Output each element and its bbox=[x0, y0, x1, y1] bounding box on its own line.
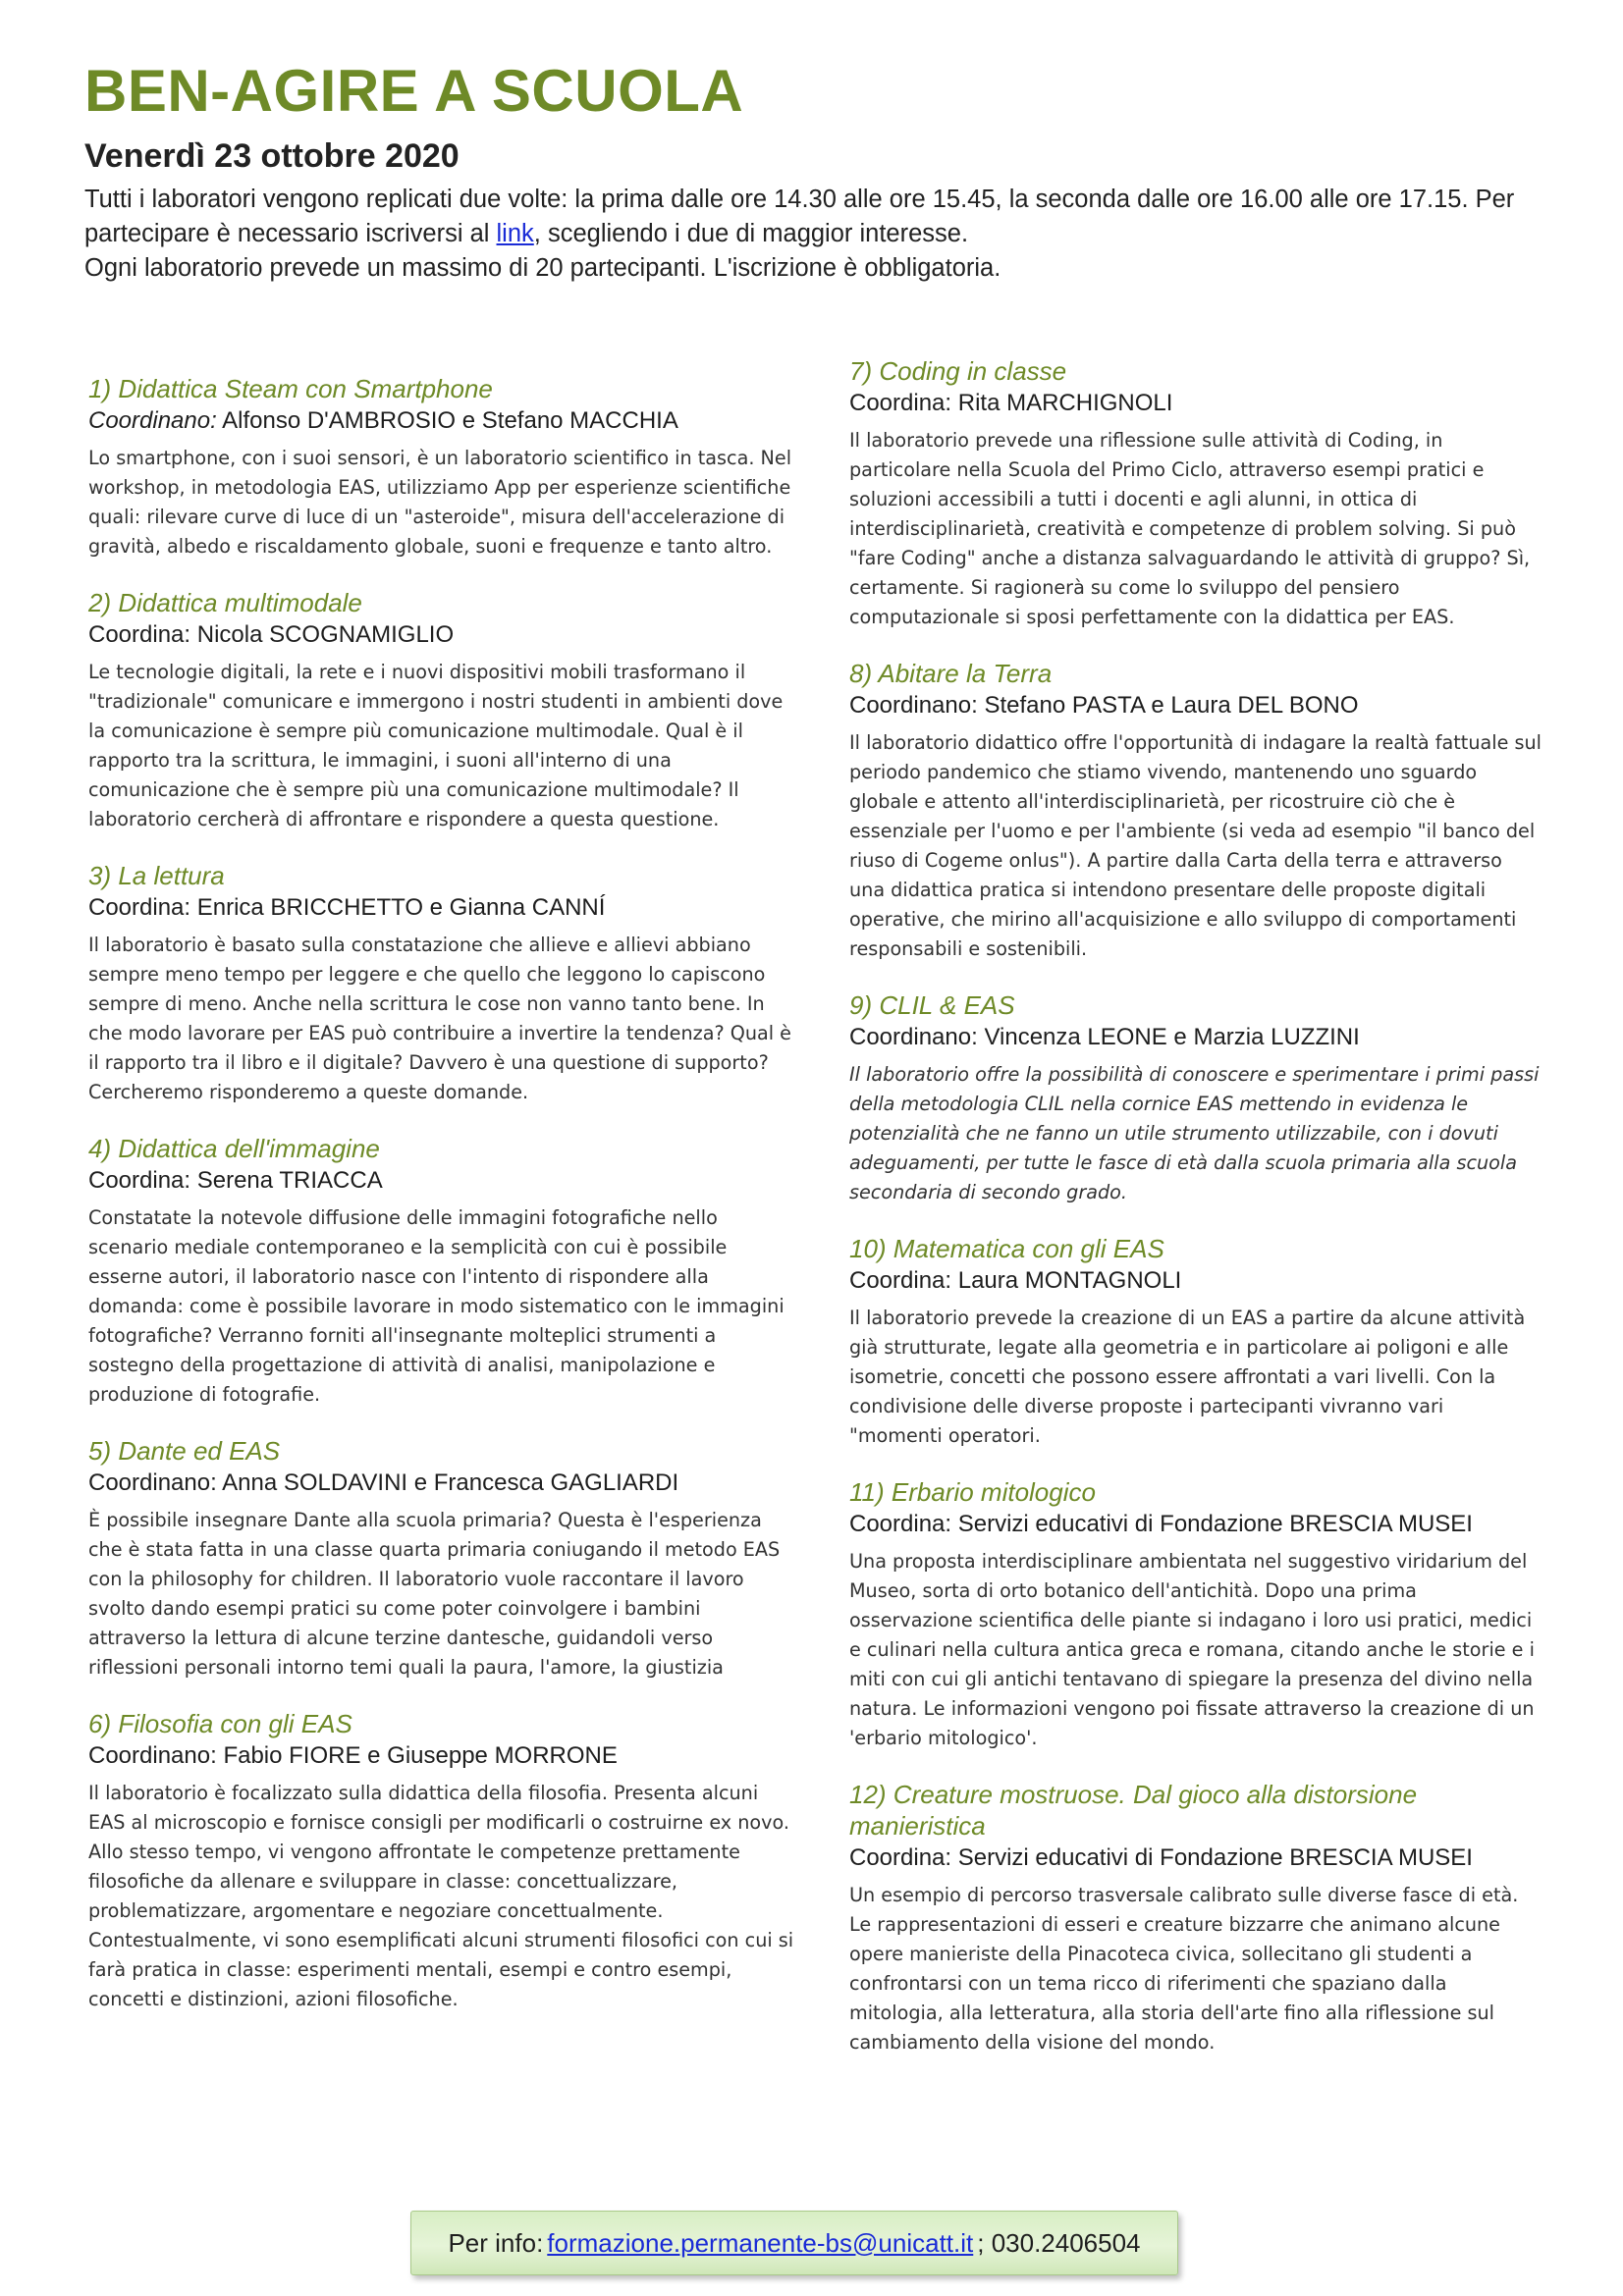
lab-item bbox=[849, 1779, 1542, 2057]
coord-names: Nicola SCOGNAMIGLIO bbox=[196, 621, 455, 648]
lab-item bbox=[88, 1435, 800, 1682]
lab-description: Un esempio di percorso trasversale calibrato sulle diverse fasce di età. Le rappresentazioni di esseri e creature bizzarre che animano alcune opere manieriste della Pinacoteca civica, sollecitano gli studenti a confrontarsi con un tema ricco di riferimenti che spaziano dalla mitologia, alla letteratura, alla storia dell'arte fino alla riflessione sul cambiamento della visione del mondo. bbox=[849, 1884, 1519, 2054]
info-box bbox=[410, 2211, 1178, 2275]
lab-description: Constatate la notevole diffusione delle immagini fotografiche nello scenario mediale contemporaneo e la semplicità con cui è possibile esserne autori, il laboratorio nasce con l'intento di rispondere alla domanda: come è possibile lavorare in modo sistematico con le immagini fotografiche? Verranno forniti all'insegnante molteplici strumenti a sostegno della progettazione di attività di analisi, manipolazione e produzione di fotografie. bbox=[88, 1206, 784, 1406]
coord-label: Coordinano: bbox=[88, 407, 217, 434]
lab-title: 7) Coding in classe bbox=[849, 356, 1067, 386]
lab-title: 12) Creature mostruose. Dal gioco alla distorsione manieristica bbox=[849, 1780, 1418, 1841]
coord-names: Alfonso D'AMBROSIO e Stefano MACCHIA bbox=[222, 407, 678, 434]
lab-title: 5) Dante ed EAS bbox=[88, 1436, 281, 1466]
coord-label: Coordinano: bbox=[88, 1469, 217, 1496]
lab-description: Il laboratorio è focalizzato sulla didattica della filosofia. Presenta alcuni EAS al microscopio e fornisce consigli per modificarli o costruirne ex novo. Allo stesso tempo, vi vengono affrontate le competenze prettamente filosofiche da allenare e sviluppare in classe: concettualizzare, problematizzare, argomentare e negoziare concettualmente. Contestualmente, vi sono esemplificati alcuni strumenti filosofici con cui si farà pratica in classe: esperimenti mentali, esempi e contro esempi, concetti e distinzioni, azioni filosofiche. bbox=[88, 1782, 794, 2010]
page-title: BEN-AGIRE A SCUOLA bbox=[84, 58, 744, 124]
lab-title: 8) Abitare la Terra bbox=[849, 659, 1053, 688]
lab-item bbox=[849, 355, 1542, 632]
lab-item bbox=[88, 1708, 800, 2014]
registration-link[interactable]: link bbox=[496, 220, 534, 247]
lab-description: Il laboratorio prevede una riflessione sulle attività di Coding, in particolare nella Scuola del Primo Ciclo, attraverso esempi pratici e soluzioni accessibili a tutti i docenti e agli alunni, in ottica di interdisciplinarietà, creatività e competenze di problem solving. Si può "fare Coding" anche a distanza salvaguardando le attività di gruppo? Sì, certamente. Si ragionerà su come lo sviluppo del pensiero computazionale si sposi perfettamente con la didattica per EAS. bbox=[849, 429, 1531, 628]
lab-item bbox=[88, 1133, 800, 1410]
lab-item bbox=[88, 373, 800, 561]
coord-label: Coordina: bbox=[849, 1267, 952, 1294]
labs-column-left bbox=[88, 373, 800, 2040]
intro-text-line2: Ogni laboratorio prevede un massimo di 20 partecipanti. L'iscrizione è obbligatoria. bbox=[84, 254, 1001, 282]
coord-label: Coordina: bbox=[88, 1167, 191, 1194]
lab-description: Lo smartphone, con i suoi sensori, è un laboratorio scientifico in tasca. Nel workshop, in metodologia EAS, utilizziamo App per esperienze scientifiche quali: rilevare curve di luce di un "asteroide", misura dell'accelerazione di gravità, albedo e riscaldamento globale, suoni e frequenze e tanto altro. bbox=[88, 447, 792, 558]
lab-item bbox=[849, 1476, 1542, 1753]
phone-number: ; 030.2406504 bbox=[977, 2227, 1141, 2258]
lab-item bbox=[849, 658, 1542, 964]
coord-names: Serena TRIACCA bbox=[196, 1167, 383, 1194]
lab-description: Il laboratorio prevede la creazione di un EAS a partire da alcune attività già strutturate, legate alla geometria e in particolare ai poligoni e alle isometrie, concetti che possono essere affrontati a vari livelli. Con la condivisione delle diverse proposte i partecipanti vivranno vari "momenti operatori. bbox=[849, 1307, 1526, 1447]
lab-title: 3) La lettura bbox=[88, 861, 225, 890]
lab-description: Le tecnologie digitali, la rete e i nuovi dispositivi mobili trasformano il "tradizionale" comunicare e immergono i nostri studenti in ambienti dove la comunicazione è sempre più comunicazione multimodale. Qual è il rapporto tra la scrittura, le immagini, i suoni all'interno di una comunicazione che è sempre più una comunicazione multimodale? Il laboratorio cercherà di affrontare e rispondere a questa questione. bbox=[88, 661, 784, 830]
lab-coordinators bbox=[88, 1468, 800, 1498]
coord-label: Coordina: bbox=[88, 621, 191, 648]
info-label: Per info: bbox=[448, 2227, 544, 2258]
coord-label: Coordina: bbox=[849, 390, 952, 416]
lab-title: 6) Filosofia con gli EAS bbox=[88, 1709, 352, 1738]
lab-title: 10) Matematica con gli EAS bbox=[849, 1234, 1164, 1263]
intro-text-part2: , scegliendo i due di maggior interesse. bbox=[533, 220, 969, 247]
event-date: Venerdì 23 ottobre 2020 bbox=[84, 137, 460, 175]
coord-names: Rita MARCHIGNOLI bbox=[957, 390, 1173, 416]
coord-names: Fabio FIORE e Giuseppe MORRONE bbox=[223, 1742, 618, 1769]
lab-title: 9) CLIL & EAS bbox=[849, 990, 1015, 1020]
lab-coordinators bbox=[849, 1843, 1542, 1873]
lab-coordinators bbox=[849, 691, 1542, 721]
coord-names: Vincenza LEONE e Marzia LUZZINI bbox=[984, 1024, 1360, 1050]
lab-description: Una proposta interdisciplinare ambientata nel suggestivo viridarium del Museo, sorta di orto botanico dell'antichità. Dopo una prima osservazione scientifica delle piante si indagano i loro usi pratici, medici e culinari nella cultura antica greca e romana, citando anche le storie e i miti con cui gli antichi tentavano di spiegare la presenza del divino nella natura. Le informazioni vengono poi fissate attraverso la creazione di un 'erbario mitologico'. bbox=[849, 1550, 1535, 1749]
labs-column-right bbox=[849, 355, 1542, 2083]
coord-label: Coordina: bbox=[849, 1844, 952, 1871]
lab-title: 4) Didattica dell'immagine bbox=[88, 1134, 380, 1163]
coord-names: Anna SOLDAVINI e Francesca GAGLIARDI bbox=[222, 1469, 679, 1496]
lab-description: Il laboratorio didattico offre l'opportunità di indagare la realtà fattuale sul periodo pandemico che stiamo vivendo, mantenendo uno sguardo globale e attento all'interdisciplinarietà, per ricostruire ciò che è essenziale per l'uomo e per l'ambiente (si veda ad esempio "il banco del riuso di Cogeme onlus"). A partire dalla Carta della terra e attraverso una didattica pratica si intendono presentare delle proposte digitali operative, che mirino all'acquisizione e allo sviluppo di comportamenti responsabili e sostenibili. bbox=[849, 731, 1542, 960]
lab-title: 2) Didattica multimodale bbox=[88, 588, 362, 617]
coord-label: Coordina: bbox=[88, 894, 191, 921]
intro-text-part1: Tutti i laboratori vengono replicati due volte: la prima dalle ore 14.30 alle ore 15.45, la seconda dalle ore 16.00 alle ore 17.15. Per partecipare è necessario iscriversi al bbox=[84, 186, 1515, 247]
lab-coordinators bbox=[88, 1166, 800, 1196]
coord-names: Enrica BRICCHETTO e Gianna CANNÍ bbox=[196, 894, 606, 921]
lab-coordinators bbox=[849, 389, 1542, 418]
lab-coordinators bbox=[88, 893, 800, 923]
coord-names: Servizi educativi di Fondazione BRESCIA MUSEI bbox=[957, 1844, 1473, 1871]
coord-names: Servizi educativi di Fondazione BRESCIA MUSEI bbox=[957, 1511, 1473, 1537]
lab-coordinators bbox=[88, 620, 800, 650]
lab-coordinators bbox=[849, 1510, 1542, 1539]
intro-text bbox=[84, 183, 1547, 286]
coord-label: Coordinano: bbox=[88, 1742, 217, 1769]
lab-item bbox=[849, 1233, 1542, 1451]
lab-coordinators bbox=[849, 1266, 1542, 1296]
lab-item bbox=[849, 989, 1542, 1207]
email-link[interactable]: formazione.permanente-bs@unicatt.it bbox=[547, 2227, 974, 2258]
lab-title: 1) Didattica Steam con Smartphone bbox=[88, 374, 493, 403]
lab-description: Il laboratorio è basato sulla constatazione che allieve e allievi abbiano sempre meno tempo per leggere e che quello che leggono lo capiscono sempre di meno. Anche nella scrittura le cose non vanno tanto bene. In che modo lavorare per EAS può contribuire a invertire la tendenza? Qual è il rapporto tra il libro e il digitale? Davvero è una questione di supporto? Cercheremo risponderemo a queste domande. bbox=[88, 934, 791, 1103]
coord-label: Coordina: bbox=[849, 1511, 952, 1537]
lab-description: Il laboratorio offre la possibilità di conoscere e sperimentare i primi passi della metodologia CLIL nella cornice EAS mettendo in evidenza le potenzialità che ne fanno un utile strumento utilizzabile, con i dovuti adeguamenti, per tutte le fasce di età dalla scuola primaria alla scuola secondaria di secondo grado. bbox=[849, 1063, 1540, 1203]
coord-label: Coordinano: bbox=[849, 1024, 978, 1050]
coord-label: Coordinano: bbox=[849, 692, 978, 719]
lab-coordinators bbox=[849, 1023, 1542, 1052]
coord-names: Stefano PASTA e Laura DEL BONO bbox=[984, 692, 1359, 719]
lab-title: 11) Erbario mitologico bbox=[849, 1477, 1096, 1507]
lab-description: È possibile insegnare Dante alla scuola primaria? Questa è l'esperienza che è stata fatta in una classe quarta primaria coniugando il metodo EAS con la philosophy for children. Il laboratorio vuole raccontare il lavoro svolto dando esempi pratici su come poter coinvolgere i bambini attraverso la lettura di alcune terzine dantesche, guidandoli verso riflessioni personali intorno temi quali la paura, l'amore, la giustizia bbox=[88, 1509, 781, 1679]
lab-coordinators bbox=[88, 406, 800, 436]
lab-item bbox=[88, 860, 800, 1107]
coord-names: Laura MONTAGNOLI bbox=[957, 1267, 1182, 1294]
lab-coordinators bbox=[88, 1741, 800, 1771]
lab-item bbox=[88, 587, 800, 834]
